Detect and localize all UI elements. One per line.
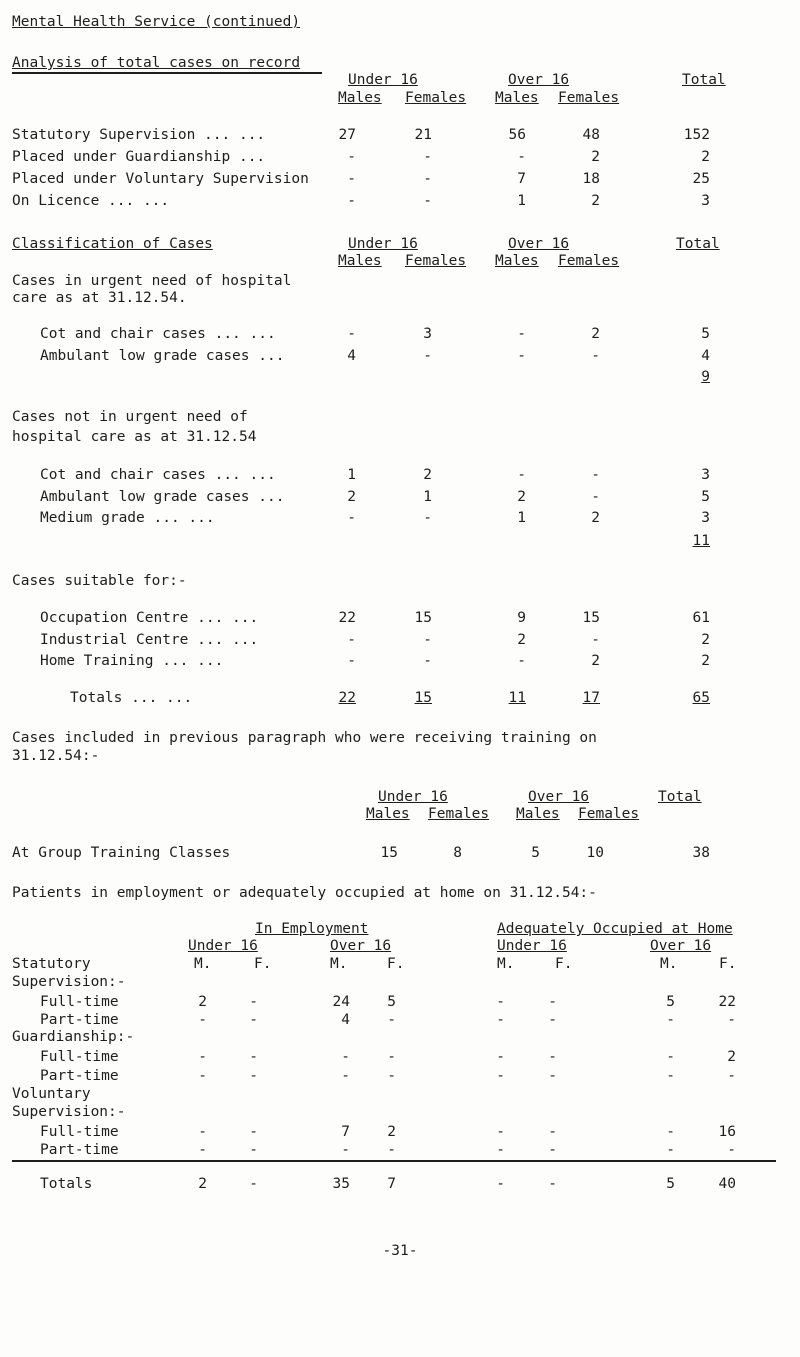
table-cell: -: [666, 1012, 675, 1028]
table-cell: 2: [701, 653, 710, 669]
table-cell: 56: [508, 127, 526, 143]
table-cell: -: [249, 994, 258, 1010]
total-cell: -: [548, 1176, 557, 1192]
group-header: Total: [682, 72, 726, 88]
table-cell: -: [548, 1049, 557, 1065]
total-cell: 40: [718, 1176, 736, 1192]
table-cell: -: [347, 193, 356, 209]
table-cell: 3: [701, 510, 710, 526]
table-cell: 7: [517, 171, 526, 187]
table-cell: 22: [718, 994, 736, 1010]
table-cell: -: [198, 1124, 207, 1140]
row-label: Cot and chair cases ... ...: [40, 326, 276, 342]
table-cell: -: [341, 1068, 350, 1084]
totals-label: Totals: [40, 1176, 93, 1192]
table-cell: -: [727, 1012, 736, 1028]
table-cell: -: [517, 467, 526, 483]
table-cell: 4: [701, 348, 710, 364]
sub-header: Females: [405, 253, 467, 269]
table-cell: -: [198, 1049, 207, 1065]
table-cell: 61: [692, 610, 710, 626]
table-cell: 2: [727, 1049, 736, 1065]
table-cell: 48: [582, 127, 600, 143]
table-cell: 2: [517, 489, 526, 505]
table-cell: -: [423, 632, 432, 648]
table-cell: -: [591, 348, 600, 364]
sex-header: M.: [330, 956, 348, 972]
table-cell: -: [423, 348, 432, 364]
table-cell: 5: [666, 994, 675, 1010]
row-label: On Licence ... ...: [12, 193, 170, 209]
sub-header: Over 16: [330, 938, 392, 954]
total-cell: 2: [198, 1176, 207, 1192]
subsection-heading: Cases not in urgent need of: [12, 409, 248, 425]
total-cell: -: [249, 1176, 258, 1192]
table-cell: 5: [531, 845, 540, 861]
row-label: Voluntary: [12, 1086, 91, 1102]
table-cell: 3: [701, 193, 710, 209]
table-cell: -: [666, 1142, 675, 1158]
table-cell: 5: [701, 489, 710, 505]
table-cell: 18: [582, 171, 600, 187]
table-cell: -: [249, 1049, 258, 1065]
table-cell: 2: [591, 326, 600, 342]
row-label: Occupation Centre ... ...: [40, 610, 259, 626]
sub-header: Females: [558, 90, 620, 106]
table-cell: -: [341, 1049, 350, 1065]
sex-header: M.: [497, 956, 515, 972]
group-header: Over 16: [508, 236, 570, 252]
table-cell: 1: [517, 510, 526, 526]
group-header: Over 16: [528, 789, 590, 805]
section-title-underline: [12, 72, 322, 74]
section-title: Analysis of total cases on record: [12, 55, 301, 71]
row-label: Full-time: [40, 1124, 119, 1140]
table-cell: 27: [338, 127, 356, 143]
subsection-heading: hospital care as at 31.12.54: [12, 429, 257, 445]
table-cell: -: [249, 1012, 258, 1028]
table-cell: 2: [387, 1124, 396, 1140]
subsection-heading: Cases suitable for:-: [12, 573, 187, 589]
table-cell: -: [496, 1068, 505, 1084]
sub-header: Males: [495, 90, 539, 106]
total-cell: 22: [338, 690, 356, 706]
table-cell: 24: [332, 994, 350, 1010]
sub-header: Males: [495, 253, 539, 269]
row-label: Full-time: [40, 1049, 119, 1065]
sub-header: Over 16: [650, 938, 712, 954]
table-cell: -: [347, 510, 356, 526]
table-cell: 7: [341, 1124, 350, 1140]
row-label: Ambulant low grade cases ...: [40, 348, 285, 364]
sub-header: Females: [578, 806, 640, 822]
row-label: Medium grade ... ...: [40, 510, 215, 526]
sex-header: F.: [254, 956, 272, 972]
total-cell: 17: [582, 690, 600, 706]
table-cell: 2: [591, 653, 600, 669]
table-cell: -: [666, 1068, 675, 1084]
table-cell: -: [548, 1142, 557, 1158]
table-cell: 2: [423, 467, 432, 483]
table-cell: -: [347, 632, 356, 648]
table-cell: -: [249, 1142, 258, 1158]
table-cell: 2: [347, 489, 356, 505]
table-cell: 4: [347, 348, 356, 364]
table-cell: 16: [718, 1124, 736, 1140]
table-cell: -: [548, 1068, 557, 1084]
row-label: Part-time: [40, 1142, 119, 1158]
paragraph: 31.12.54:-: [12, 748, 100, 764]
total-cell: 15: [414, 690, 432, 706]
table-cell: -: [347, 653, 356, 669]
group-header: Under 16: [348, 72, 418, 88]
table-cell: -: [387, 1012, 396, 1028]
sub-header: Males: [338, 90, 382, 106]
total-cell: 11: [508, 690, 526, 706]
table-cell: -: [347, 326, 356, 342]
table-cell: 22: [338, 610, 356, 626]
sub-header: Females: [558, 253, 620, 269]
total-cell: 65: [692, 690, 710, 706]
table-cell: -: [496, 1012, 505, 1028]
row-label: Part-time: [40, 1068, 119, 1084]
table-cell: 5: [387, 994, 396, 1010]
total-cell: 7: [387, 1176, 396, 1192]
table-cell: -: [666, 1049, 675, 1065]
table-cell: -: [496, 1049, 505, 1065]
table-cell: -: [727, 1068, 736, 1084]
table-cell: -: [423, 149, 432, 165]
row-label: Supervision:-: [12, 1104, 126, 1120]
table-cell: 2: [701, 632, 710, 648]
row-label: Statutory Supervision ... ...: [12, 127, 266, 143]
table-cell: 10: [586, 845, 604, 861]
table-cell: -: [423, 510, 432, 526]
table-cell: -: [387, 1068, 396, 1084]
table-cell: -: [666, 1124, 675, 1140]
table-cell: 5: [701, 326, 710, 342]
table-cell: 15: [414, 610, 432, 626]
sex-header: F.: [555, 956, 573, 972]
group-header: Total: [676, 236, 720, 252]
table-cell: 152: [683, 127, 710, 143]
row-label: Placed under Guardianship ...: [12, 149, 266, 165]
sub-header: Males: [366, 806, 410, 822]
subtotal: 11: [692, 533, 710, 549]
table-cell: 1: [347, 467, 356, 483]
table-cell: -: [387, 1142, 396, 1158]
table-cell: -: [423, 653, 432, 669]
table-cell: -: [387, 1049, 396, 1065]
table-cell: 2: [198, 994, 207, 1010]
table-cell: -: [517, 326, 526, 342]
table-cell: 1: [517, 193, 526, 209]
table-cell: -: [249, 1124, 258, 1140]
table-cell: -: [591, 632, 600, 648]
subtotal: 9: [701, 369, 710, 385]
table-cell: 2: [591, 193, 600, 209]
group-header: In Employment: [255, 921, 369, 937]
table-cell: 8: [453, 845, 462, 861]
sex-header: F.: [719, 956, 737, 972]
group-header: Over 16: [508, 72, 570, 88]
page-number: -31-: [382, 1243, 418, 1259]
table-cell: -: [347, 149, 356, 165]
table-cell: 4: [341, 1012, 350, 1028]
row-label: Home Training ... ...: [40, 653, 224, 669]
group-header: Total: [658, 789, 702, 805]
sub-header: Females: [428, 806, 490, 822]
row-label: Part-time: [40, 1012, 119, 1028]
table-cell: -: [548, 1012, 557, 1028]
sub-header: Females: [405, 90, 467, 106]
table-cell: 2: [591, 510, 600, 526]
table-cell: -: [198, 1068, 207, 1084]
table-cell: 25: [692, 171, 710, 187]
page-header: Mental Health Service (continued): [12, 14, 301, 30]
sub-header: Under 16: [188, 938, 258, 954]
sex-header: M.: [660, 956, 678, 972]
table-cell: 9: [517, 610, 526, 626]
table-cell: -: [496, 1124, 505, 1140]
table-cell: -: [517, 348, 526, 364]
table-cell: -: [249, 1068, 258, 1084]
table-cell: 2: [701, 149, 710, 165]
row-label: Placed under Voluntary Supervision: [12, 171, 309, 187]
totals-label: Totals ... ...: [70, 690, 193, 706]
total-cell: 5: [666, 1176, 675, 1192]
table-cell: -: [198, 1142, 207, 1158]
table-cell: -: [496, 994, 505, 1010]
totals-rule: [12, 1160, 776, 1162]
table-cell: -: [591, 467, 600, 483]
group-header: Under 16: [378, 789, 448, 805]
table-cell: -: [423, 193, 432, 209]
row-label: Ambulant low grade cases ...: [40, 489, 285, 505]
table-cell: 2: [517, 632, 526, 648]
section-title: Patients in employment or adequately occupied at home on 31.12.54:-: [12, 885, 597, 901]
section-title: Classification of Cases: [12, 236, 213, 252]
row-label: Guardianship:-: [12, 1029, 135, 1045]
table-cell: -: [341, 1142, 350, 1158]
table-cell: -: [727, 1142, 736, 1158]
table-cell: 15: [582, 610, 600, 626]
sub-header: Males: [338, 253, 382, 269]
group-header: Under 16: [348, 236, 418, 252]
table-cell: -: [591, 489, 600, 505]
total-cell: 35: [332, 1176, 350, 1192]
table-cell: -: [198, 1012, 207, 1028]
group-header: Adequately Occupied at Home: [497, 921, 733, 937]
sub-header: Males: [516, 806, 560, 822]
sex-header: F.: [387, 956, 405, 972]
table-cell: -: [548, 994, 557, 1010]
table-cell: -: [517, 653, 526, 669]
row-label: Cot and chair cases ... ...: [40, 467, 276, 483]
table-cell: -: [517, 149, 526, 165]
row-label: Statutory: [12, 956, 91, 972]
table-cell: -: [423, 171, 432, 187]
table-cell: 38: [692, 845, 710, 861]
table-cell: -: [496, 1142, 505, 1158]
table-cell: 2: [591, 149, 600, 165]
total-cell: -: [496, 1176, 505, 1192]
sub-header: Under 16: [497, 938, 567, 954]
table-cell: -: [548, 1124, 557, 1140]
row-label: At Group Training Classes: [12, 845, 231, 861]
sex-header: M.: [194, 956, 212, 972]
table-cell: 1: [423, 489, 432, 505]
row-label: Supervision:-: [12, 974, 126, 990]
subsection-heading: Cases in urgent need of hospital: [12, 273, 292, 289]
table-cell: -: [347, 171, 356, 187]
paragraph: Cases included in previous paragraph who were receiving training on: [12, 730, 597, 746]
table-cell: 21: [414, 127, 432, 143]
table-cell: 3: [423, 326, 432, 342]
table-cell: 15: [380, 845, 398, 861]
subsection-heading: care as at 31.12.54.: [12, 290, 187, 306]
row-label: Full-time: [40, 994, 119, 1010]
table-cell: 3: [701, 467, 710, 483]
row-label: Industrial Centre ... ...: [40, 632, 259, 648]
